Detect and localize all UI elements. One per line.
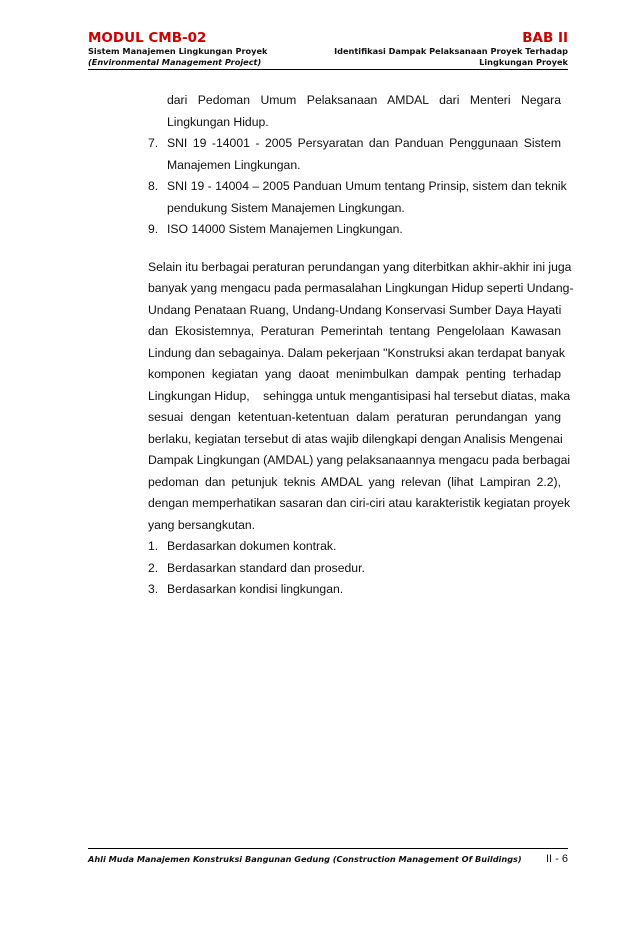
header-left-line2: (Environmental Management Project) bbox=[88, 57, 262, 67]
list-number: 8. bbox=[148, 179, 159, 193]
paragraph-line: yang bersangkutan. bbox=[148, 517, 256, 532]
header-top-row bbox=[88, 30, 568, 46]
paragraph-line: sesuai dengan ketentuan-ketentuan dalam peraturan perundangan yang bbox=[148, 410, 561, 424]
list-text: SNI 19 -14001 - 2005 Persyaratan dan Panduan Penggunaan Sistem bbox=[167, 136, 561, 150]
continued-text-line: dari Pedoman Umum Pelaksanaan AMDAL dari Menteri Negara bbox=[167, 93, 561, 107]
list-item bbox=[148, 536, 561, 558]
list-number: 9. bbox=[148, 222, 159, 236]
paragraph-line: Lindung dan sebagainya. Dalam pekerjaan "Konstruksi akan terdapat banyak bbox=[148, 345, 565, 360]
list-text: Berdasarkan kondisi lingkungan. bbox=[167, 582, 344, 596]
list-item bbox=[148, 579, 561, 601]
list-number: 7. bbox=[148, 136, 159, 150]
paragraph-line: dan Ekosistemnya, Peraturan Pemerintah tentang Pengelolaan Kawasan bbox=[148, 324, 561, 338]
paragraph-line: komponen kegiatan yang daoat menimbulkan dampak penting terhadap bbox=[148, 367, 561, 381]
header-sub-row-1 bbox=[88, 46, 568, 57]
list-text: Berdasarkan standard dan prosedur. bbox=[167, 560, 365, 575]
chapter-title: BAB II bbox=[522, 30, 568, 46]
list-item bbox=[148, 558, 561, 580]
list-text: Berdasarkan dokumen kontrak. bbox=[167, 539, 337, 553]
list-text: ISO 14000 Sistem Manajemen Lingkungan. bbox=[167, 222, 403, 236]
page-header bbox=[88, 30, 568, 70]
page-number: II - 6 bbox=[545, 853, 568, 865]
paragraph-line: Selain itu berbagai peraturan perundangan yang diterbitkan akhir-akhir ini juga bbox=[148, 259, 572, 274]
list-number: 2. bbox=[148, 560, 159, 575]
paragraph-line: pedoman dan petunjuk teknis AMDAL yang relevan (lihat Lampiran 2.2), bbox=[148, 474, 561, 489]
list-item-continuation: Manajemen Lingkungan. bbox=[167, 157, 301, 172]
header-right-line2: Lingkungan Proyek bbox=[479, 57, 568, 67]
list-item-continuation: pendukung Sistem Manajemen Lingkungan. bbox=[167, 200, 405, 215]
header-left-line1: Sistem Manajemen Lingkungan Proyek bbox=[88, 46, 268, 56]
module-title: MODUL CMB-02 bbox=[88, 30, 207, 46]
paragraph-line: Undang Penataan Ruang, Undang-Undang Konservasi Sumber Daya Hayati bbox=[148, 302, 562, 317]
list-item bbox=[148, 176, 567, 198]
page-footer bbox=[88, 848, 568, 865]
list-number: 1. bbox=[148, 539, 159, 553]
paragraph-line: Dampak Lingkungan (AMDAL) yang pelaksanaannya mengacu pada berbagai bbox=[148, 453, 571, 467]
list-item bbox=[148, 133, 561, 155]
continued-text-line: Lingkungan Hidup. bbox=[167, 114, 269, 129]
footer-divider bbox=[88, 848, 568, 849]
paragraph-line: berlaku, kegiatan tersebut di atas wajib dilengkapi dengan Analisis Mengenai bbox=[148, 431, 563, 446]
header-divider bbox=[88, 69, 568, 70]
paragraph-line: banyak yang mengacu pada permasalahan Lingkungan Hidup seperti Undang- bbox=[148, 281, 574, 295]
paragraph-gap bbox=[148, 241, 561, 257]
header-sub-row-2 bbox=[88, 57, 568, 68]
page-content bbox=[148, 90, 574, 601]
paragraph-line: Lingkungan Hidup, sehingga untuk mengantisipasi hal tersebut diatas, maka bbox=[148, 388, 571, 403]
header-right-line1: Identifikasi Dampak Pelaksanaan Proyek Terhadap bbox=[334, 46, 568, 56]
footer-row bbox=[88, 853, 568, 865]
footer-text: Ahli Muda Manajemen Konstruksi Bangunan Gedung (Construction Management Of Buildings) bbox=[88, 854, 522, 864]
list-number: 3. bbox=[148, 582, 159, 596]
paragraph-line: dengan memperhatikan sasaran dan ciri-ciri atau karakteristik kegiatan proyek bbox=[148, 496, 571, 510]
list-item bbox=[148, 219, 561, 241]
list-text: SNI 19 - 14004 – 2005 Panduan Umum tentang Prinsip, sistem dan teknik bbox=[167, 179, 567, 193]
